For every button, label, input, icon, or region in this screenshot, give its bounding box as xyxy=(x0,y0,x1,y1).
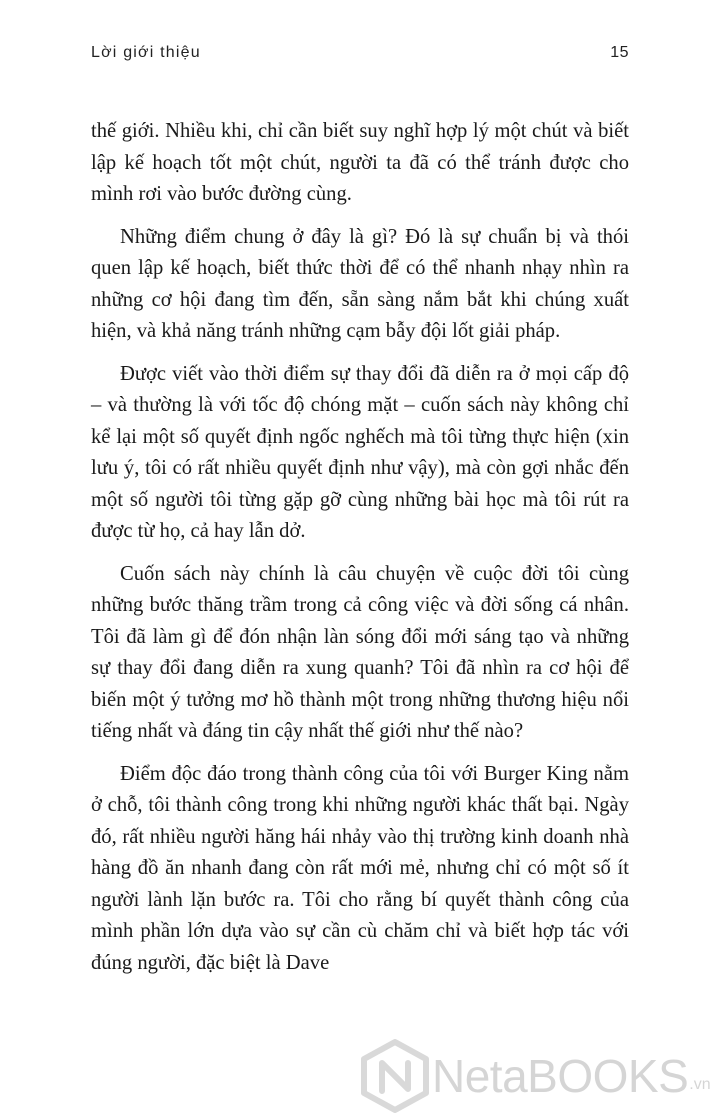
running-header xyxy=(91,44,629,74)
watermark-suffix: .vn xyxy=(689,1076,711,1093)
paragraph: Cuốn sách này chính là câu chuyện về cuộc đời tôi cùng những bước thăng trầm trong cả công việc và đời sống cá nhân. Tôi đã làm gì để đón nhận làn sóng đổi mới sáng tạo và những sự thay đổi đang diễn ra xung quanh? Tôi đã nhìn ra cơ hội để biến một ý tưởng mơ hồ thành một trong những thương hiệu nổi tiếng nhất và đáng tin cậy nhất thế giới như thế nào? xyxy=(91,562,629,742)
paragraph: Được viết vào thời điểm sự thay đổi đã diễn ra ở mọi cấp độ – và thường là với tốc độ chóng mặt – cuốn sách này không chỉ kể lại một số quyết định ngốc nghếch mà tôi từng thực hiện (xin lưu ý, tôi có rất nhiều quyết định như vậy), mà còn gợi nhắc đến một số người tôi từng gặp gỡ cùng những bài học mà tôi rút ra được từ họ, cả hay lẫn dở. xyxy=(91,362,629,542)
paragraph: Điểm độc đáo trong thành công của tôi với Burger King nằm ở chỗ, tôi thành công trong khi những người khác thất bại. Ngày đó, rất nhiều người hăng hái nhảy vào thị trường kinh doanh nhà hàng đồ ăn nhanh đang còn rất mới mẻ, nhưng chỉ có một số ít người lành lặn bước ra. Tôi cho rằng bí quyết thành công của mình phần lớn dựa vào sự cần cù chăm chỉ và biết hợp tác với đúng người, đặc biệt là Dave xyxy=(91,762,629,974)
watermark-text: NetaBOOKS xyxy=(432,1050,689,1102)
chapter-title: Lời giới thiệu xyxy=(91,44,201,61)
body-text xyxy=(91,116,629,990)
netabooks-logo-icon xyxy=(360,1039,430,1113)
paragraph: thế giới. Nhiều khi, chỉ cần biết suy nghĩ hợp lý một chút và biết lập kế hoạch tốt một chút, người ta đã có thể tránh được cho mình rơi vào bước đường cùng. xyxy=(91,120,629,205)
netabooks-watermark xyxy=(360,1038,711,1114)
paragraph: Những điểm chung ở đây là gì? Đó là sự chuẩn bị và thói quen lập kế hoạch, biết thức thời để có thể nhanh nhạy nhìn ra những cơ hội đang tìm đến, sẵn sàng nắm bắt khi chúng xuất hiện, và khả năng tránh những cạm bẫy đội lốt giải pháp. xyxy=(91,225,629,342)
page-number: 15 xyxy=(610,44,629,61)
